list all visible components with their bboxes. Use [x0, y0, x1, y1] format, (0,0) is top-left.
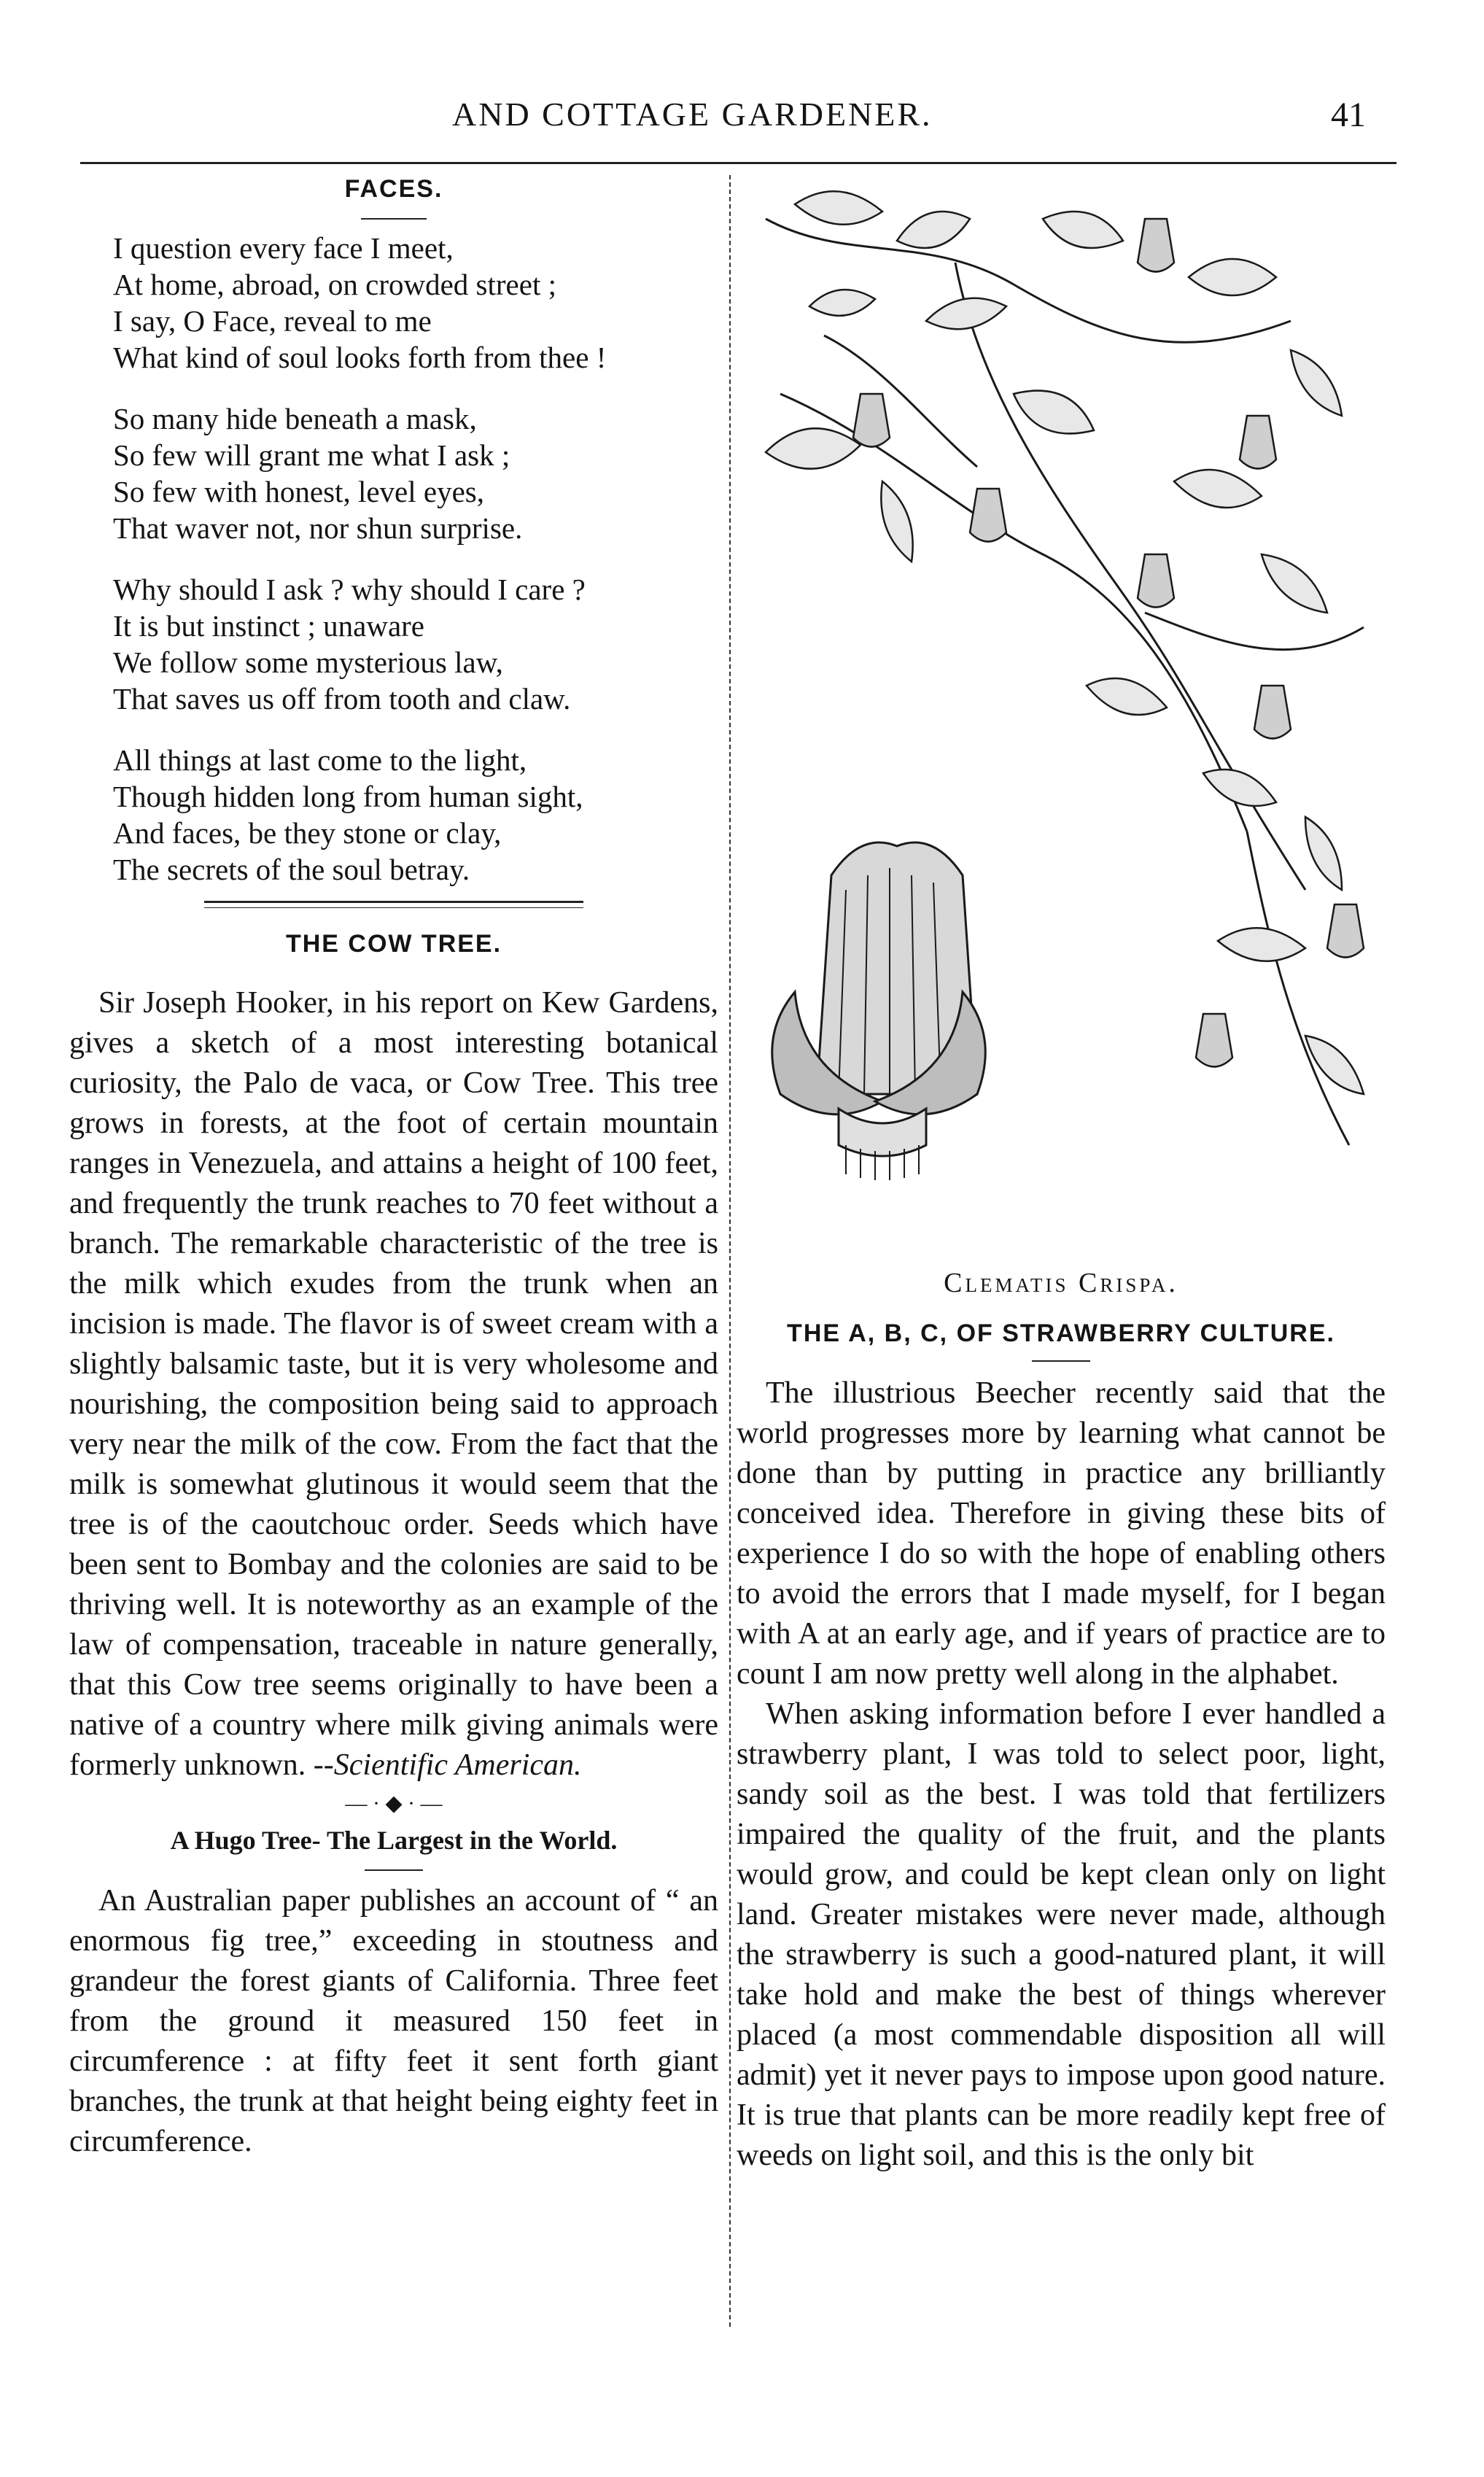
poem-line: At home, abroad, on crowded street ;	[113, 268, 556, 301]
faces-title: FACES.	[344, 175, 443, 203]
strawberry-paragraph-1: The illustrious Beecher recently said that the world progresses more by learning what cannot be done than by putting in practice any brilliantly conceived idea. Therefore in giving these bits of experience I do so with the hope of enabling others to avoid the errors that I made myself, for I began with A at an early age, and if years of practice are to count I am now pretty well along in the alphabet.	[737, 1376, 1386, 1691]
poem-line: And faces, be they stone or clay,	[113, 816, 502, 850]
clematis-illustration	[737, 175, 1386, 1255]
cow-tree-text: Sir Joseph Hooker, in his report on Kew Gardens, gives a sketch of a most interesting botanical curiosity, the Palo de vaca, or Cow Tree. This tree grows in forests, at the foot of certain mountain ranges in Venezuela, and attains a height of 100 feet, and frequently the trunk reaches to 70 feet without a branch. The remarkable characteristic of the tree is the milk which exudes from the trunk when an incision is made. The flavor is of sweet cream with a slightly balsamic taste, but it is very wholesome and nourishing, the composition being said to approach very near the milk of the cow. From the fact that the milk is somewhat glutinous it would seem that the tree is of the caoutchouc order. Seeds which have been sent to Bombay and the colonies are said to be thriving well. It is noteworthy as an example of the law of compensation, traceable in nature generally, that this Cow tree seems originally to have been a native of a country where milk giving animals were formerly unknown.	[69, 986, 718, 1782]
poem-line: That saves us off from tooth and claw.	[113, 682, 571, 716]
poem-stanza	[113, 742, 718, 888]
cow-tree-source: --Scientific American.	[313, 1748, 582, 1782]
faces-title-rule	[361, 218, 427, 220]
column-divider	[729, 175, 731, 2327]
clematis-crispa-engraving	[737, 175, 1386, 1255]
cow-tree-title: THE COW TREE.	[285, 930, 502, 958]
fig-tree-body: An Australian paper publishes an account of “ an enormous fig tree,” exceeding in stoutness and grandeur the forest giants of California. Three feet from the ground it measured 150 feet in circumference : at fifty feet it sent forth giant branches, the trunk at that height being eighty feet in circumference.	[69, 1884, 718, 2158]
fig-tree-title: A Hugo Tree- The Largest in the World.	[170, 1826, 618, 1855]
poem-line: Why should I ask ? why should I care ?	[113, 573, 586, 606]
poem-stanza	[113, 400, 718, 546]
poem-line: It is but instinct ; unaware	[113, 609, 424, 643]
strawberry-paragraph-2: When asking information before I ever handled a strawberry plant, I was told to select poor, light, sandy soil as the best. I was told that fertilizers impaired the quality of the fruit, and the plants would grow, and could be kept clean only on light land. Greater mistakes were never made, although the strawberry is such a good-natured plant, it will take hold and make the best of things wherever placed (a most commendable disposition all will admit) yet it never pays to impose upon good nature. It is true that plants can be more readily kept free of weeds on light soil, and this is the only bit	[737, 1697, 1386, 2172]
section-double-rule	[204, 901, 583, 908]
poem-line: What kind of soul looks forth from thee !	[113, 341, 607, 374]
fleuron-rule: — · ◆ · —	[345, 1791, 443, 1815]
poem-line: We follow some mysterious law,	[113, 646, 503, 679]
illustration-caption: Clematis Crispa.	[944, 1268, 1178, 1298]
faces-poem	[69, 230, 718, 888]
poem-line: So many hide beneath a mask,	[113, 402, 477, 435]
page-number: 41	[1331, 96, 1366, 134]
running-title: AND COTTAGE GARDENER.	[452, 96, 933, 133]
poem-line: Though hidden long from human sight,	[113, 780, 583, 813]
fig-title-rule	[365, 1869, 423, 1871]
poem-line: All things at last come to the light,	[113, 743, 527, 777]
right-column	[737, 175, 1386, 2176]
poem-line: So few with honest, level eyes,	[113, 475, 484, 508]
cow-tree-body	[69, 983, 718, 1786]
header-rule	[80, 162, 1396, 164]
poem-line: The secrets of the soul betray.	[113, 853, 470, 886]
poem-line: I say, O Face, reveal to me	[113, 304, 432, 338]
strawberry-title: THE A, B, C, OF STRAWBERRY CULTURE.	[787, 1319, 1335, 1347]
strawberry-title-rule	[1032, 1360, 1090, 1362]
poem-line: I question every face I meet,	[113, 231, 454, 265]
poem-line: So few will grant me what I ask ;	[113, 438, 510, 472]
poem-stanza	[113, 571, 718, 717]
left-column	[69, 169, 718, 2162]
poem-stanza	[113, 230, 718, 376]
poem-line: That waver not, nor shun surprise.	[113, 511, 523, 545]
